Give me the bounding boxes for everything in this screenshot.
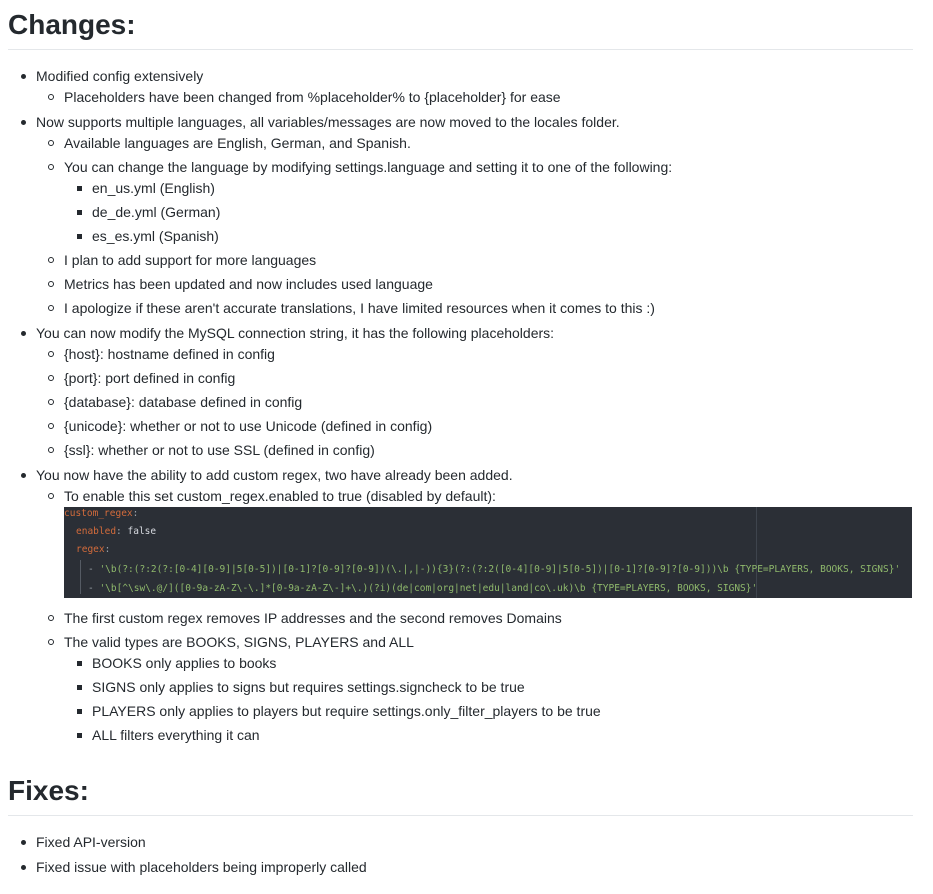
code-key: enabled — [76, 526, 117, 537]
list-item — [64, 677, 913, 697]
list-item-text: {port}: port defined in config — [64, 368, 913, 388]
list-item-text: es_es.yml (Spanish) — [92, 226, 913, 246]
list-item-text: Modified config extensively — [36, 66, 913, 86]
list-item-text: de_de.yml (German) — [92, 202, 913, 222]
code-value: false — [127, 526, 157, 537]
sub-list — [36, 133, 913, 318]
list-item-text: You can change the language by modifying settings.language and setting it to one of the following: — [64, 157, 913, 177]
code-punct: - — [88, 564, 100, 575]
list-item — [8, 857, 913, 877]
code-line — [76, 543, 110, 556]
code-punct: : — [104, 544, 111, 555]
code-punct: : — [132, 508, 139, 519]
changes-heading: Changes: — [8, 7, 913, 50]
code-punct: - — [88, 583, 100, 594]
list-item — [8, 66, 913, 107]
fixes-heading: Fixes: — [8, 773, 913, 816]
code-line — [64, 507, 138, 520]
list-item — [36, 486, 913, 598]
list-item-text: You now have the ability to add custom regex, two have already been added. — [36, 465, 913, 485]
list-item — [8, 832, 913, 852]
list-item — [36, 608, 913, 628]
list-item — [64, 725, 913, 745]
list-item-text: {host}: hostname defined in config — [64, 344, 913, 364]
list-item — [36, 87, 913, 107]
list-item — [8, 323, 913, 460]
list-item-text: {ssl}: whether or not to use SSL (defined in config) — [64, 440, 913, 460]
list-item-text: Fixed API-version — [36, 832, 913, 852]
list-item — [8, 112, 913, 318]
list-item-text: {unicode}: whether or not to use Unicode (defined in config) — [64, 416, 913, 436]
code-indent-guide — [80, 560, 81, 594]
list-item-text: Placeholders have been changed from %placeholder% to {placeholder} for ease — [64, 87, 913, 107]
list-item-text: You can now modify the MySQL connection string, it has the following placeholders: — [36, 323, 913, 343]
fixes-list — [8, 832, 913, 877]
code-line — [88, 563, 900, 576]
sub-list — [36, 486, 913, 745]
list-item-text: Metrics has been updated and now includes used language — [64, 274, 913, 294]
list-item-text: Available languages are English, German, and Spanish. — [64, 133, 913, 153]
code-punct: : — [116, 526, 122, 537]
config-code-screenshot — [64, 507, 912, 598]
list-item — [36, 344, 913, 364]
list-item-text: {database}: database defined in config — [64, 392, 913, 412]
list-item — [8, 465, 913, 745]
list-item-text: I plan to add support for more languages — [64, 250, 913, 270]
list-item — [64, 226, 913, 246]
code-line — [76, 525, 156, 538]
code-string: '\b[^\sw\.@/]([0-9a-zA-Z\-\.]*[0-9a-zA-Z\-]+\.)(?i)(de|com|org|net|edu|land|co\.uk)\b {TYPE=PLAYERS, BOOKS, SIGNS}' — [99, 583, 758, 594]
list-item-text: The first custom regex removes IP addresses and the second removes Domains — [64, 608, 913, 628]
sub-list — [36, 344, 913, 460]
list-item-text: BOOKS only applies to books — [92, 653, 913, 673]
list-item-text: Now supports multiple languages, all variables/messages are now moved to the locales folder. — [36, 112, 913, 132]
list-item — [36, 133, 913, 153]
list-item-text: I apologize if these aren't accurate translations, I have limited resources when it comes to this :) — [64, 298, 913, 318]
release-notes — [8, 0, 913, 877]
list-item — [64, 653, 913, 673]
list-item — [36, 157, 913, 246]
code-string: '\b(?:(?:2(?:[0-4][0-9]|5[0-5])|[0-1]?[0-9]?[0-9])(\.|,|-)){3}(?:(?:2([0-4][0-9]|5[0-5])|[0-1]?[0-9]?[0-9]))\b {TYPE=PLAYERS, BOOKS, SIGNS}' — [99, 564, 901, 575]
list-item — [36, 392, 913, 412]
list-item — [36, 368, 913, 388]
list-item-text: The valid types are BOOKS, SIGNS, PLAYERS and ALL — [64, 632, 913, 652]
list-item — [64, 202, 913, 222]
list-item — [36, 274, 913, 294]
list-item-text: ALL filters everything it can — [92, 725, 913, 745]
list-item-text: To enable this set custom_regex.enabled to true (disabled by default): — [64, 486, 913, 506]
sub-list — [36, 87, 913, 107]
code-line — [88, 582, 757, 595]
code-key: regex — [76, 544, 105, 555]
list-item-text: SIGNS only applies to signs but requires settings.signcheck to be true — [92, 677, 913, 697]
sub-sub-list — [64, 653, 913, 745]
list-item — [36, 298, 913, 318]
list-item — [36, 440, 913, 460]
list-item — [36, 632, 913, 745]
list-item — [36, 416, 913, 436]
list-item — [64, 701, 913, 721]
changes-list — [8, 66, 913, 745]
list-item-text: PLAYERS only applies to players but require settings.only_filter_players to be true — [92, 701, 913, 721]
sub-sub-list — [64, 178, 913, 246]
list-item — [64, 178, 913, 198]
list-item-text: en_us.yml (English) — [92, 178, 913, 198]
list-item — [36, 250, 913, 270]
list-item-text: Fixed issue with placeholders being improperly called — [36, 857, 913, 877]
code-key: custom_regex — [64, 508, 133, 519]
